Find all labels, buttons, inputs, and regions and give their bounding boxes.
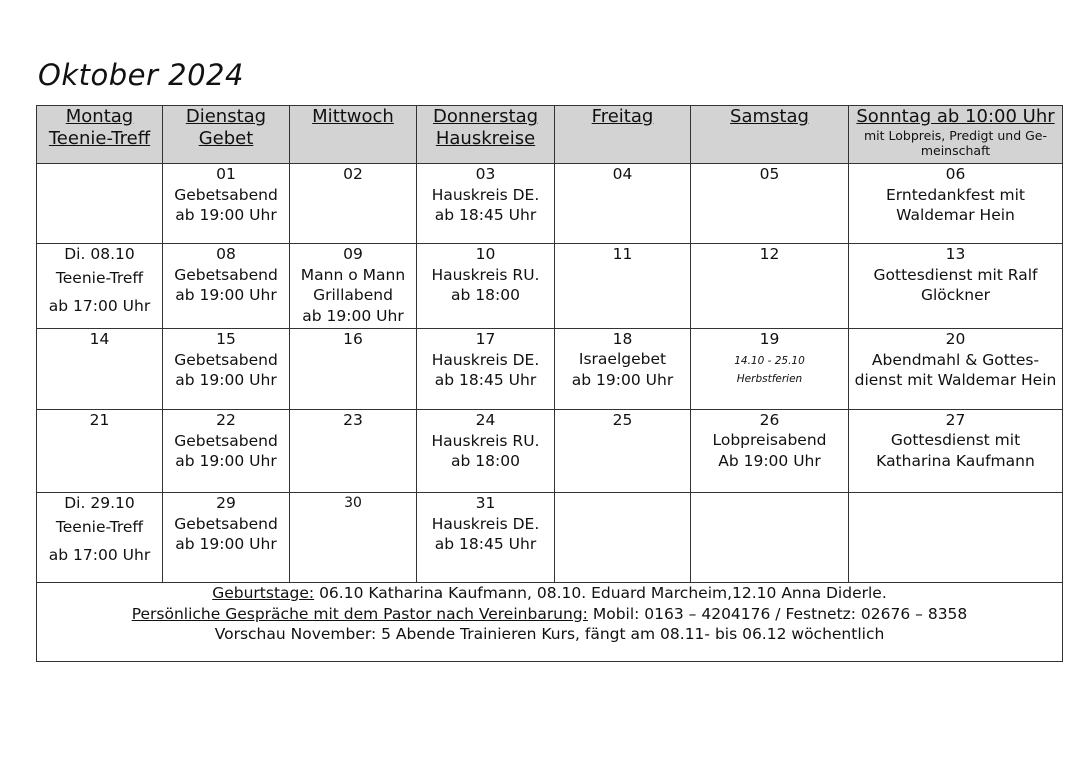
day-cell: [691, 410, 849, 493]
event-title: Teenie-Treff: [55, 518, 144, 536]
week-row: [37, 410, 1063, 493]
day-cell: [37, 493, 163, 583]
day-number: 30: [344, 495, 362, 511]
header-tuesday-event: Gebet: [198, 128, 254, 149]
day-cell: [37, 329, 163, 410]
header-saturday-day: Samstag: [730, 106, 809, 127]
day-number: 24: [475, 411, 496, 429]
week-row: [37, 244, 1063, 329]
header-friday: [555, 106, 691, 164]
event-title: Gottesdienst mit: [890, 431, 1021, 449]
header-row: [37, 106, 1063, 164]
header-saturday: [691, 106, 849, 164]
event-title: Lobpreisabend: [712, 431, 827, 449]
day-cell: [417, 244, 555, 329]
day-number: 22: [216, 411, 236, 429]
event-title: Hauskreis RU.: [431, 431, 540, 450]
day-cell: [849, 410, 1063, 493]
day-number: 23: [343, 411, 363, 429]
header-monday: [37, 106, 163, 164]
event-title: Hauskreis DE.: [431, 185, 540, 204]
event-title: Hauskreis RU.: [431, 265, 540, 284]
day-cell: [691, 329, 849, 410]
day-cell: [555, 244, 691, 329]
event-title: Gebetsabend: [174, 431, 278, 450]
day-cell: [37, 244, 163, 329]
day-number: 25: [612, 411, 633, 429]
event-time: ab 17:00 Uhr: [48, 546, 151, 564]
header-tuesday: [163, 106, 290, 164]
day-cell: [290, 329, 417, 410]
day-cell: [417, 329, 555, 410]
event-title: Israelgebet: [578, 350, 667, 368]
day-cell: [163, 410, 290, 493]
day-cell: [417, 410, 555, 493]
day-cell: [555, 164, 691, 244]
day-cell: [290, 493, 417, 583]
event-time: ab 19:00 Uhr: [175, 535, 277, 553]
header-sunday: [849, 106, 1063, 164]
event-title: Erntedankfest mit: [885, 185, 1026, 204]
week-row: [37, 329, 1063, 410]
header-wednesday: [290, 106, 417, 164]
header-thursday-day: Donnerstag: [432, 106, 539, 127]
pastor-talks-line: [39, 604, 1060, 625]
day-cell: [290, 244, 417, 329]
pastor-contact-text: Mobil: 0163 – 4204176 / Festnetz: 02676 – 8358: [587, 604, 968, 623]
header-monday-day: Montag: [65, 106, 134, 127]
event-title: Gebetsabend: [174, 185, 278, 204]
header-thursday: [417, 106, 555, 164]
day-number: 20: [945, 330, 966, 348]
day-number: 27: [945, 411, 966, 429]
day-cell: [290, 410, 417, 493]
header-wednesday-day: Mittwoch: [312, 106, 394, 127]
day-number: 04: [612, 165, 633, 183]
event-time: ab 18:45 Uhr: [434, 371, 537, 389]
day-number: Di. 08.10: [64, 245, 135, 263]
event-title: Mann o Mann: [300, 265, 406, 284]
day-cell: [163, 329, 290, 410]
footer-row: [37, 583, 1063, 662]
week-row: [37, 164, 1063, 244]
day-number: 19: [759, 330, 780, 348]
day-number: 09: [343, 245, 363, 263]
event-title: Abendmahl & Gottes-: [871, 350, 1040, 369]
day-number: 01: [216, 165, 236, 183]
preview-line: Vorschau November: 5 Abende Trainieren Kurs, fängt am 08.11- bis 06.12 wöchentlich: [214, 625, 885, 643]
birthdays-line: [39, 583, 1060, 604]
event-time: ab 19:00 Uhr: [302, 306, 404, 325]
header-sunday-day: Sonntag ab 10:00 Uhr: [856, 106, 1055, 127]
day-number: 26: [759, 411, 780, 429]
pastor-talks-label: Persönliche Gespräche mit dem Pastor nach Vereinbarung:: [131, 604, 588, 623]
day-cell: [849, 164, 1063, 244]
day-cell: [849, 329, 1063, 410]
header-friday-day: Freitag: [591, 106, 654, 127]
day-number: 10: [475, 245, 496, 263]
event-detail: Grillabend: [313, 286, 393, 304]
day-cell: [37, 410, 163, 493]
day-number: Di. 29.10: [64, 494, 135, 512]
day-number: 17: [475, 330, 496, 348]
header-monday-event: Teenie-Treff: [48, 128, 151, 149]
header-thursday-event: Hauskreise: [435, 128, 536, 149]
event-time: ab 19:00 Uhr: [175, 371, 277, 389]
event-title: Gebetsabend: [174, 350, 278, 369]
calendar-title: Oktober 2024: [38, 58, 244, 92]
event-time: ab 18:00: [451, 452, 520, 470]
event-title: Hauskreis DE.: [431, 350, 540, 369]
event-detail: Glöckner: [920, 286, 991, 304]
day-number: 13: [945, 245, 966, 263]
footer-notes: [37, 583, 1063, 662]
birthdays-text: 06.10 Katharina Kaufmann, 08.10. Eduard Marcheim,12.10 Anna Diderle.: [314, 584, 887, 602]
day-cell: [163, 244, 290, 329]
holiday-label: Herbstferien: [736, 372, 803, 385]
event-time: Ab 19:00 Uhr: [718, 451, 821, 470]
day-number: 05: [759, 165, 780, 183]
day-cell: [691, 164, 849, 244]
day-cell: [849, 244, 1063, 329]
calendar-table: [36, 105, 1063, 662]
day-number: 11: [612, 245, 633, 263]
event-time: ab 18:45 Uhr: [434, 206, 537, 224]
day-number: 15: [216, 330, 236, 348]
day-cell: [691, 493, 849, 583]
event-time: ab 18:45 Uhr: [434, 535, 537, 553]
holiday-range: 14.10 - 25.10: [734, 354, 805, 367]
day-number: 08: [216, 245, 236, 263]
event-time: ab 19:00 Uhr: [175, 206, 277, 224]
event-time: ab 19:00 Uhr: [571, 370, 674, 389]
day-number: 18: [612, 330, 633, 348]
day-cell: [163, 493, 290, 583]
event-detail: Katharina Kaufmann: [876, 451, 1035, 470]
event-title: Hauskreis DE.: [431, 514, 540, 533]
birthdays-label: Geburtstage:: [212, 584, 315, 602]
event-time: ab 18:00: [451, 286, 520, 304]
event-title: Gebetsabend: [174, 514, 278, 533]
day-cell: [163, 164, 290, 244]
day-cell: [417, 493, 555, 583]
event-title: Teenie-Treff: [55, 269, 144, 287]
day-cell: [37, 164, 163, 244]
header-sunday-subtitle: mit Lobpreis, Predigt und Ge-meinschaft: [863, 128, 1047, 158]
day-number: 16: [343, 330, 363, 348]
day-cell: [555, 410, 691, 493]
day-number: 29: [216, 494, 236, 512]
day-cell: [691, 244, 849, 329]
day-number: 03: [475, 165, 496, 183]
header-tuesday-day: Dienstag: [185, 106, 267, 127]
event-detail: dienst mit Waldemar Hein: [854, 371, 1057, 389]
day-number: 31: [475, 494, 496, 512]
day-cell: [417, 164, 555, 244]
day-number: 21: [89, 411, 110, 429]
event-time: ab 19:00 Uhr: [175, 452, 277, 470]
event-time: ab 17:00 Uhr: [48, 297, 151, 315]
day-cell: [290, 164, 417, 244]
event-title: Gottesdienst mit Ralf: [873, 265, 1038, 284]
day-number: 02: [343, 165, 363, 183]
event-detail: Waldemar Hein: [896, 206, 1015, 224]
day-number: 06: [945, 165, 966, 183]
day-number: 12: [759, 245, 780, 263]
week-row: [37, 493, 1063, 583]
event-time: ab 19:00 Uhr: [175, 286, 277, 304]
day-cell: [555, 329, 691, 410]
day-cell: [555, 493, 691, 583]
day-cell: [849, 493, 1063, 583]
event-title: Gebetsabend: [174, 265, 278, 284]
day-number: 14: [89, 330, 110, 348]
